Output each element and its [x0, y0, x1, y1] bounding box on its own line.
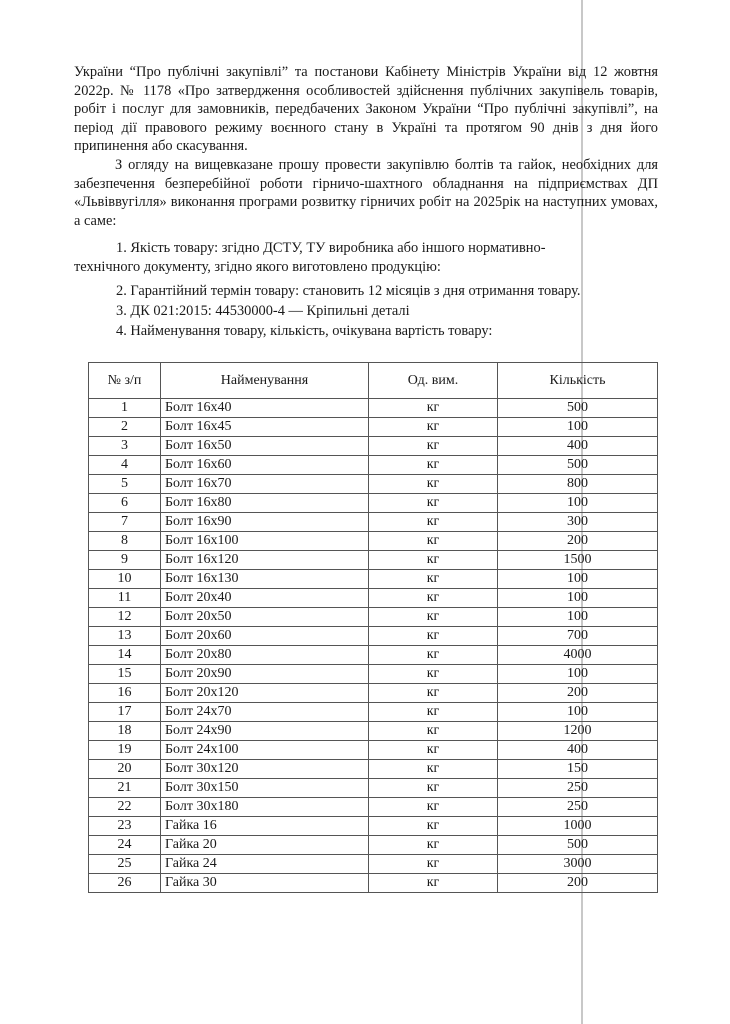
table-row	[89, 551, 658, 570]
header-name: Найменування	[161, 363, 369, 399]
cell-unit: кг	[369, 570, 498, 589]
cell-unit: кг	[369, 779, 498, 798]
table-row	[89, 874, 658, 893]
cell-name: Болт 20х50	[161, 608, 369, 627]
cell-number: 7	[89, 513, 161, 532]
cell-unit: кг	[369, 437, 498, 456]
cell-number: 19	[89, 741, 161, 760]
cell-unit: кг	[369, 665, 498, 684]
cell-name: Болт 24х90	[161, 722, 369, 741]
table-row	[89, 703, 658, 722]
cell-name: Болт 16х45	[161, 418, 369, 437]
cell-number: 8	[89, 532, 161, 551]
cell-quantity: 100	[498, 665, 658, 684]
cell-quantity: 800	[498, 475, 658, 494]
cell-name: Болт 16х130	[161, 570, 369, 589]
cell-unit: кг	[369, 760, 498, 779]
cell-quantity: 500	[498, 399, 658, 418]
cell-quantity: 100	[498, 418, 658, 437]
table-row	[89, 475, 658, 494]
cell-number: 13	[89, 627, 161, 646]
cell-name: Болт 16х40	[161, 399, 369, 418]
cell-name: Болт 24х70	[161, 703, 369, 722]
header-quantity: Кількість	[498, 363, 658, 399]
cell-unit: кг	[369, 589, 498, 608]
cell-name: Болт 16х100	[161, 532, 369, 551]
cell-name: Болт 30х120	[161, 760, 369, 779]
cell-number: 26	[89, 874, 161, 893]
table-row	[89, 456, 658, 475]
cell-number: 1	[89, 399, 161, 418]
cell-name: Болт 20х120	[161, 684, 369, 703]
cell-quantity: 200	[498, 532, 658, 551]
condition-quality: 1. Якість товару: згідно ДСТУ, ТУ виробника або іншого нормативно-	[116, 240, 546, 256]
table-row	[89, 779, 658, 798]
cell-quantity: 1500	[498, 551, 658, 570]
table-row	[89, 608, 658, 627]
header-number: № з/п	[89, 363, 161, 399]
table-row	[89, 399, 658, 418]
cell-quantity: 150	[498, 760, 658, 779]
cell-unit: кг	[369, 798, 498, 817]
cell-quantity: 100	[498, 703, 658, 722]
cell-unit: кг	[369, 494, 498, 513]
cell-number: 24	[89, 836, 161, 855]
cell-name: Болт 30х180	[161, 798, 369, 817]
cell-name: Болт 16х50	[161, 437, 369, 456]
cell-quantity: 700	[498, 627, 658, 646]
cell-quantity: 400	[498, 437, 658, 456]
table-row	[89, 684, 658, 703]
cell-number: 2	[89, 418, 161, 437]
cell-name: Болт 30х150	[161, 779, 369, 798]
cell-name: Болт 20х80	[161, 646, 369, 665]
table-row	[89, 817, 658, 836]
cell-unit: кг	[369, 475, 498, 494]
cell-number: 12	[89, 608, 161, 627]
condition-items-heading: 4. Найменування товару, кількість, очікувана вартість товару:	[116, 323, 493, 339]
cell-number: 18	[89, 722, 161, 741]
condition-dk-code: 3. ДК 021:2015: 44530000-4 — Кріпильні деталі	[116, 303, 410, 319]
cell-number: 25	[89, 855, 161, 874]
cell-unit: кг	[369, 703, 498, 722]
cell-unit: кг	[369, 418, 498, 437]
cell-name: Болт 16х70	[161, 475, 369, 494]
table-row	[89, 722, 658, 741]
cell-unit: кг	[369, 646, 498, 665]
cell-unit: кг	[369, 608, 498, 627]
cell-number: 10	[89, 570, 161, 589]
cell-quantity: 100	[498, 494, 658, 513]
cell-quantity: 250	[498, 779, 658, 798]
table-row	[89, 437, 658, 456]
cell-quantity: 1000	[498, 817, 658, 836]
table-row	[89, 760, 658, 779]
cell-number: 4	[89, 456, 161, 475]
request-paragraph: З огляду на вищевказане прошу провести закупівлю болтів та гайок, необхідних для забезпечення безперебійної роботи гірничо-шахтного обладнання на підприємствах ДП «Львіввугілля» виконання програми розвитку гірничих робіт на 2025рік на наступних умовах, а саме:	[74, 157, 658, 229]
cell-name: Болт 16х120	[161, 551, 369, 570]
cell-quantity: 4000	[498, 646, 658, 665]
cell-quantity: 400	[498, 741, 658, 760]
cell-name: Болт 16х80	[161, 494, 369, 513]
cell-quantity: 200	[498, 684, 658, 703]
cell-unit: кг	[369, 722, 498, 741]
condition-warranty: 2. Гарантійний термін товару: становить 12 місяців з дня отримання товару.	[116, 283, 581, 299]
table-body	[89, 399, 658, 893]
table-row	[89, 589, 658, 608]
table-row	[89, 836, 658, 855]
cell-number: 22	[89, 798, 161, 817]
header-unit: Од. вим.	[369, 363, 498, 399]
table-row	[89, 418, 658, 437]
cell-number: 15	[89, 665, 161, 684]
cell-name: Болт 16х60	[161, 456, 369, 475]
cell-unit: кг	[369, 456, 498, 475]
cell-unit: кг	[369, 684, 498, 703]
cell-quantity: 500	[498, 456, 658, 475]
table-row	[89, 532, 658, 551]
cell-quantity: 200	[498, 874, 658, 893]
cell-quantity: 1200	[498, 722, 658, 741]
cell-quantity: 500	[498, 836, 658, 855]
cell-name: Болт 16х90	[161, 513, 369, 532]
cell-number: 11	[89, 589, 161, 608]
cell-number: 23	[89, 817, 161, 836]
table-row	[89, 627, 658, 646]
cell-number: 20	[89, 760, 161, 779]
cell-name: Гайка 16	[161, 817, 369, 836]
cell-quantity: 100	[498, 608, 658, 627]
cell-name: Гайка 20	[161, 836, 369, 855]
cell-number: 6	[89, 494, 161, 513]
cell-name: Болт 20х40	[161, 589, 369, 608]
table-row	[89, 646, 658, 665]
cell-name: Болт 20х90	[161, 665, 369, 684]
table-row	[89, 513, 658, 532]
cell-unit: кг	[369, 532, 498, 551]
table-row	[89, 570, 658, 589]
cell-number: 16	[89, 684, 161, 703]
cell-quantity: 3000	[498, 855, 658, 874]
cell-number: 9	[89, 551, 161, 570]
cell-unit: кг	[369, 513, 498, 532]
cell-unit: кг	[369, 874, 498, 893]
cell-number: 5	[89, 475, 161, 494]
goods-table	[88, 362, 658, 893]
condition-quality-continued: технічного документу, згідно якого виготовлено продукцію:	[74, 259, 441, 275]
cell-unit: кг	[369, 836, 498, 855]
cell-quantity: 300	[498, 513, 658, 532]
table-row	[89, 855, 658, 874]
cell-unit: кг	[369, 817, 498, 836]
cell-quantity: 250	[498, 798, 658, 817]
table-row	[89, 494, 658, 513]
cell-name: Гайка 30	[161, 874, 369, 893]
cell-number: 17	[89, 703, 161, 722]
cell-quantity: 100	[498, 570, 658, 589]
cell-unit: кг	[369, 741, 498, 760]
table-row	[89, 798, 658, 817]
cell-number: 21	[89, 779, 161, 798]
cell-number: 3	[89, 437, 161, 456]
cell-unit: кг	[369, 551, 498, 570]
cell-unit: кг	[369, 627, 498, 646]
cell-number: 14	[89, 646, 161, 665]
cell-name: Болт 24х100	[161, 741, 369, 760]
cell-name: Болт 20х60	[161, 627, 369, 646]
table-row	[89, 665, 658, 684]
cell-unit: кг	[369, 855, 498, 874]
cell-name: Гайка 24	[161, 855, 369, 874]
intro-paragraph: України “Про публічні закупівлі” та постанови Кабінету Міністрів України від 12 жовтня 2022р. № 1178 «Про затвердження особливостей здійснення публічних закупівель товарів, робіт і послуг для замовників, передбачених Законом України “Про публічні закупівлі”, на період дії правового режиму воєнного стану в Україні та протягом 90 днів з дня його припинення або скасування.	[74, 64, 658, 155]
cell-quantity: 100	[498, 589, 658, 608]
cell-unit: кг	[369, 399, 498, 418]
table-row	[89, 741, 658, 760]
table-header-row	[89, 363, 658, 399]
